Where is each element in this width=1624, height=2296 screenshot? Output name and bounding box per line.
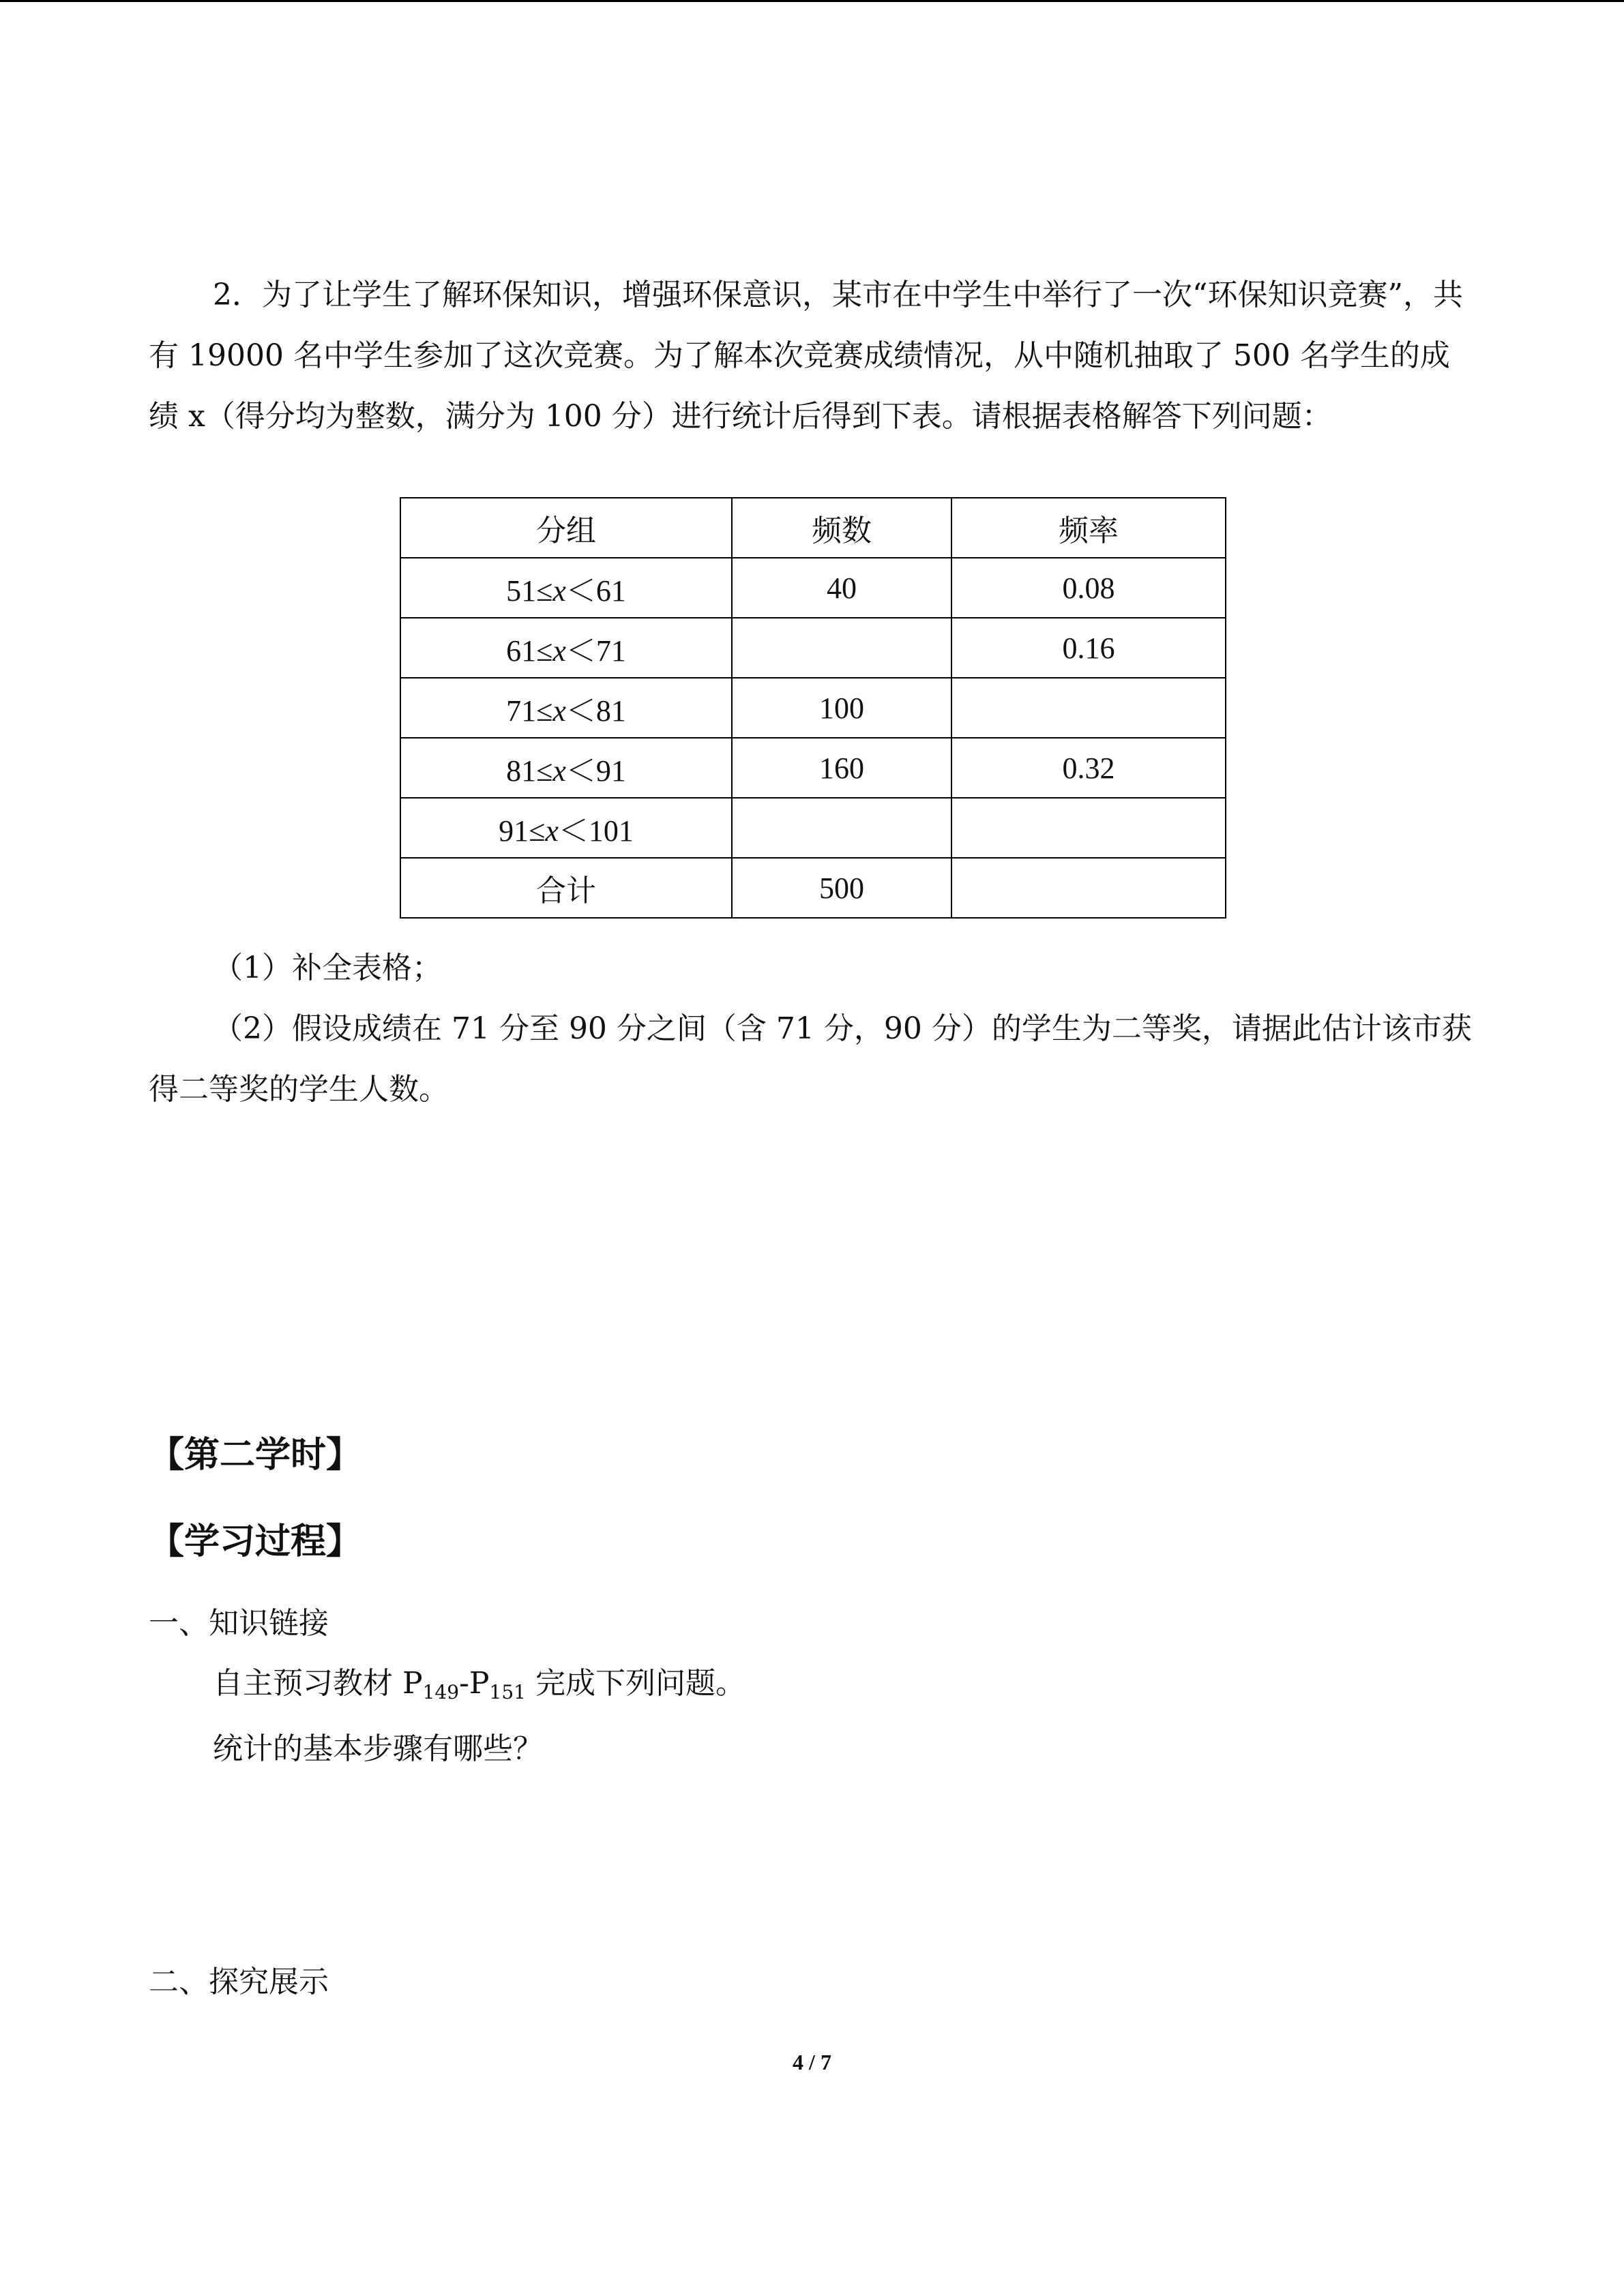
page-top-border [0,0,1624,2]
header-group: 分组 [400,498,732,558]
preview-instruction: 自主预习教材 $P_{149}-P_{151}$ 完成下列问题。 [213,1666,745,1703]
table-row [400,738,1226,798]
header-rate: 频率 [951,498,1226,558]
range-cell: 51≤x＜61 [400,558,732,618]
range-cell: 81≤x＜91 [400,738,732,798]
count-cell [732,798,951,858]
rate-cell: 0.16 [951,618,1226,678]
knowledge-link-section: 一、知识链接 [149,1606,329,1641]
steps-question: 统计的基本步骤有哪些？ [213,1731,543,1766]
frequency-table [400,497,1226,919]
rate-cell [951,678,1226,738]
range-cell: 71≤x＜81 [400,678,732,738]
table-row [400,798,1226,858]
question-2: （2）假设成绩在 71 分至 90 分之间（含 71 分，90 分）的学生为二等奖，请据此估计该市获得二等奖的学生人数。 [149,1011,1472,1107]
table-row [400,678,1226,738]
table-header-row [400,498,1226,558]
range-cell: 91≤x＜101 [400,798,732,858]
header-count: 频数 [732,498,951,558]
total-count-cell: 500 [732,858,951,918]
table-row [400,618,1226,678]
total-label-cell: 合计 [400,858,732,918]
count-cell: 40 [732,558,951,618]
rate-cell [951,798,1226,858]
process-heading: 【学习过程】 [149,1521,362,1562]
table-total-row [400,858,1226,918]
page-number: 4 / 7 [793,2050,831,2074]
range-cell: 61≤x＜71 [400,618,732,678]
explore-section: 二、探究展示 [149,1965,329,1999]
lesson-heading: 【第二学时】 [149,1435,362,1476]
count-cell: 160 [732,738,951,798]
total-rate-cell [951,858,1226,918]
rate-cell: 0.08 [951,558,1226,618]
rate-cell: 0.32 [951,738,1226,798]
table-row [400,558,1226,618]
count-cell: 100 [732,678,951,738]
count-cell [732,618,951,678]
problem-statement: 2．为了让学生了解环保知识，增强环保意识，某市在中学生中举行了一次“环保知识竞赛”，共有 19000 名中学生参加了这次竞赛。为了解本次竞赛成绩情况，从中随机抽取了 500 名学生的成绩 x（得分均为整数，满分为 100 分）进行统计后得到下表。请根据表格解答下列问题： [149,278,1463,434]
question-1: （1）补全表格； [213,951,442,985]
